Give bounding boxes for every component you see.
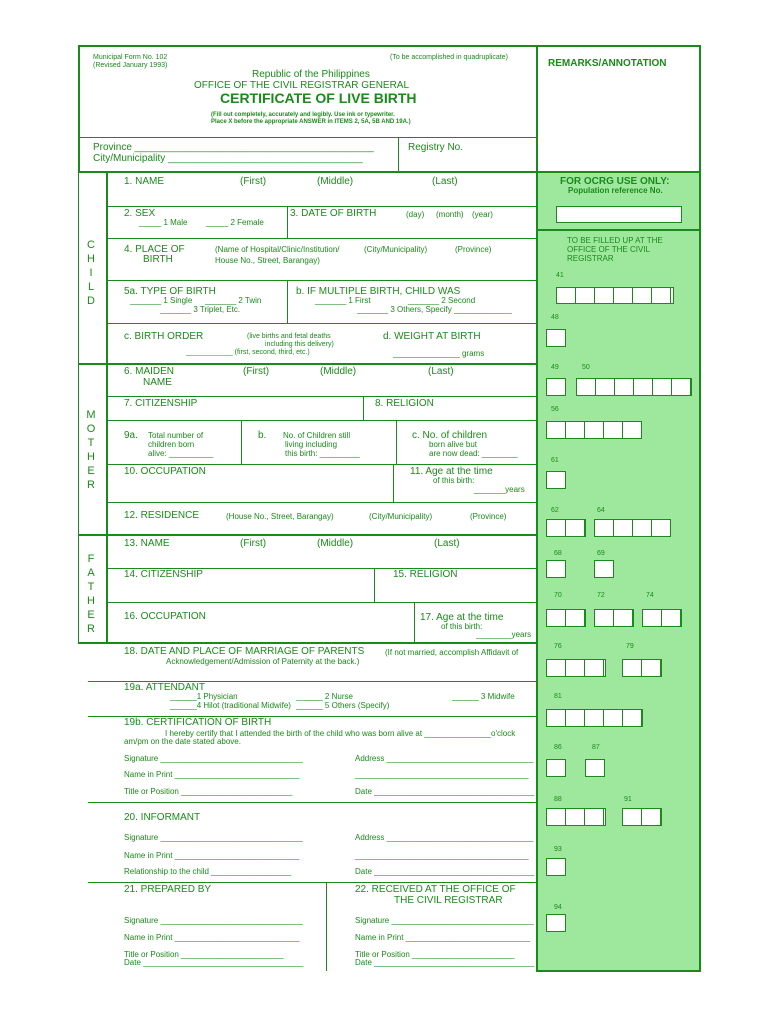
code-61: 61 — [551, 457, 559, 464]
residence-house-hint[interactable]: (House No., Street, Barangay) — [226, 512, 334, 521]
code-70: 70 — [554, 592, 562, 599]
code-box-81[interactable] — [546, 709, 643, 727]
revised-date: (Revised January 1993) — [93, 62, 168, 69]
code-box-86[interactable] — [546, 759, 566, 777]
code-86: 86 — [554, 744, 562, 751]
informant-signature-field[interactable]: Signature ________________________________ — [124, 833, 303, 842]
mother-age-field[interactable]: _______years — [474, 485, 525, 494]
fill-note2: OFFICE OF THE CIVIL — [567, 245, 650, 254]
received-date-field[interactable]: Date ____________________________________ — [355, 958, 535, 967]
place-house-hint[interactable]: House No., Street, Barangay) — [215, 256, 320, 265]
weight-field[interactable]: _______________ grams — [393, 349, 485, 358]
cert-signature-field[interactable]: Signature ________________________________ — [124, 754, 303, 763]
code-box-72[interactable] — [594, 609, 634, 627]
received-label1: 22. RECEIVED AT THE OFFICE OF — [355, 884, 516, 895]
code-box-48[interactable] — [546, 329, 566, 347]
frame-right — [699, 45, 701, 972]
frame-left-top — [78, 45, 80, 173]
frame-bottom — [536, 970, 701, 972]
total-children-field[interactable]: alive: __________ — [148, 449, 214, 458]
code-56: 56 — [551, 406, 559, 413]
code-81: 81 — [554, 693, 562, 700]
cert-name-field[interactable]: Name in Print ____________________________ — [124, 770, 300, 779]
dob-month[interactable]: (month) — [436, 210, 464, 219]
fill-note3: REGISTRAR — [567, 254, 614, 263]
code-box-64[interactable] — [594, 519, 671, 537]
type-twin-option[interactable]: _______ 2 Twin — [205, 296, 262, 305]
father-religion-label: 15. RELIGION — [393, 569, 458, 580]
marriage-note2: Acknowledgement/Admission of Paternity at the back.) — [166, 657, 360, 666]
attendant-others-option[interactable]: ______ 5 Others (Specify) — [296, 701, 390, 710]
registry-number-field[interactable]: Registry No. — [408, 142, 464, 153]
republic-label: Republic of the Philippines — [252, 69, 370, 80]
birth-order-note2: including this delivery) — [265, 341, 334, 348]
prepared-name-field[interactable]: Name in Print ____________________________ — [124, 933, 300, 942]
multiple-birth-label: b. IF MULTIPLE BIRTH, CHILD WAS — [296, 286, 461, 297]
attendant-nurse-option[interactable]: ______ 2 Nurse — [296, 692, 353, 701]
mother-last-label: (Last) — [428, 366, 454, 377]
quadruplicate-note: (To be accomplished in quadruplicate) — [390, 54, 508, 61]
remarks-heading: REMARKS/ANNOTATION — [548, 58, 667, 69]
birth-order-note1: (live births and fetal deaths — [247, 333, 331, 340]
code-50: 50 — [582, 364, 590, 371]
code-41: 41 — [556, 272, 564, 279]
code-72: 72 — [597, 592, 605, 599]
code-box-74[interactable] — [642, 609, 682, 627]
code-box-87[interactable] — [585, 759, 605, 777]
type-triplet-option[interactable]: _______ 3 Triplet, Etc. — [160, 305, 241, 314]
mother-age-label2: of this birth: — [433, 476, 475, 485]
page-title: CERTIFICATE OF LIVE BIRTH — [220, 90, 417, 106]
child-name-label: 1. NAME — [124, 176, 165, 187]
attendant-label: 19a. ATTENDANT — [124, 682, 205, 693]
mother-name-label: NAME — [143, 377, 172, 388]
father-age-label2: of this birth: — [441, 622, 483, 631]
code-box-76[interactable] — [546, 659, 606, 677]
multi-second-option[interactable]: _______ 2 Second — [408, 296, 476, 305]
population-ref-label: Population reference No. — [568, 186, 663, 195]
place-hospital-hint[interactable]: (Name of Hospital/Clinic/Institution/ — [215, 245, 340, 254]
children-dead-field[interactable]: are now dead: ________ — [429, 449, 518, 458]
instructions-line2: Place X before the appropriate ANSWER in ITEMS 2, 5A, 5B AND 19A.) — [211, 119, 411, 125]
side-label-father: F A T H E R — [87, 553, 95, 635]
population-ref-box[interactable] — [556, 206, 682, 223]
code-box-62[interactable] — [546, 519, 586, 537]
mother-maiden-label: 6. MAIDEN — [124, 366, 175, 377]
mother-citizenship-label: 7. CITIZENSHIP — [124, 398, 198, 409]
multi-others-option[interactable]: _______ 3 Others, Specify _____________ — [357, 305, 512, 314]
place-city-hint[interactable]: (City/Municipality) — [364, 245, 428, 254]
code-box-68[interactable] — [546, 560, 566, 578]
side-label-mother: M O T H E R — [86, 409, 96, 491]
informant-address-line2[interactable]: _______________________________________ — [355, 851, 529, 860]
frame-top — [78, 45, 701, 47]
fill-note1: TO BE FILLED UP AT THE — [567, 236, 663, 245]
child-sex-label: 2. SEX — [124, 208, 156, 219]
code-64: 64 — [597, 507, 605, 514]
city-field[interactable]: City/Municipality ___________________________________ — [93, 153, 363, 164]
father-name-label: 13. NAME — [124, 538, 170, 549]
code-68: 68 — [554, 550, 562, 557]
instructions-line1: (Fill out completely, accurately and legibly. Use ink or typewriter. — [211, 112, 395, 118]
certification-label: 19b. CERTIFICATION OF BIRTH — [124, 717, 272, 728]
attendant-midwife-option[interactable]: ______ 3 Midwife — [452, 692, 515, 701]
father-middle-label: (Middle) — [317, 538, 354, 549]
dob-year[interactable]: (year) — [472, 210, 493, 219]
code-box-41[interactable] — [556, 287, 674, 304]
office-label: OFFICE OF THE CIVIL REGISTRAR GENERAL — [194, 80, 410, 91]
prepared-title-field[interactable]: Title or Position _______________________ — [124, 950, 284, 959]
father-occupation-label: 16. OCCUPATION — [124, 611, 206, 622]
cert-address-line2[interactable]: _______________________________________ — [355, 770, 529, 779]
place-province-hint[interactable]: (Province) — [455, 245, 492, 254]
ocrg-heading: FOR OCRG USE ONLY: — [560, 176, 670, 187]
sex-female-option[interactable]: _____ 2 Female — [206, 218, 264, 227]
code-box-94[interactable] — [546, 914, 566, 932]
weight-label: d. WEIGHT AT BIRTH — [383, 331, 481, 342]
code-box-49[interactable] — [546, 378, 566, 396]
code-69: 69 — [597, 550, 605, 557]
code-box-56[interactable] — [546, 421, 642, 439]
marriage-note1: (If not married, accomplish Affidavit of — [385, 648, 519, 657]
children-living-field[interactable]: this birth: _________ — [285, 449, 360, 458]
cert-address-field[interactable]: Address _________________________________ — [355, 754, 534, 763]
type-single-option[interactable]: _______ 1 Single — [130, 296, 193, 305]
child-place-label: 4. PLACE OF — [124, 244, 185, 255]
informant-date-field[interactable]: Date ____________________________________ — [355, 867, 535, 876]
mother-middle-label: (Middle) — [320, 366, 357, 377]
code-76: 76 — [554, 643, 562, 650]
mother-age-label: 11. Age at the time — [410, 466, 493, 477]
code-box-50[interactable] — [576, 378, 692, 396]
cert-title-field[interactable]: Title or Position _________________________ — [124, 787, 293, 796]
child-last-label: (Last) — [432, 176, 458, 187]
residence-province-hint[interactable]: (Province) — [470, 512, 507, 521]
code-48: 48 — [551, 314, 559, 321]
code-91: 91 — [624, 796, 632, 803]
child-birth-label: BIRTH — [143, 254, 173, 265]
children-dead-label1: born alive but — [429, 440, 478, 449]
cert-date-field[interactable]: Date ____________________________________ — [355, 787, 535, 796]
father-first-label: (First) — [240, 538, 267, 549]
code-box-93[interactable] — [546, 858, 566, 876]
code-box-69[interactable] — [594, 560, 614, 578]
type-of-birth-label: 5a. TYPE OF BIRTH — [124, 286, 216, 297]
certification-text1: I hereby certify that I attended the birth of the child who was born alive at _______________o'clock — [165, 729, 516, 738]
prepared-date-field[interactable]: Date ____________________________________ — [124, 958, 304, 967]
code-88: 88 — [554, 796, 562, 803]
code-74: 74 — [646, 592, 654, 599]
code-87: 87 — [592, 744, 600, 751]
code-box-61[interactable] — [546, 471, 566, 489]
children-living-label1: No. of Children still — [283, 431, 351, 440]
code-box-79[interactable] — [622, 659, 662, 677]
attendant-physician-option[interactable]: ______1 Physician — [170, 692, 238, 701]
code-93: 93 — [554, 846, 562, 853]
received-name-field[interactable]: Name in Print ____________________________ — [355, 933, 531, 942]
received-title-field[interactable]: Title or Position _______________________ — [355, 950, 515, 959]
marriage-label: 18. DATE AND PLACE OF MARRIAGE OF PARENTS — [124, 646, 365, 657]
children-living-label2: living including — [285, 440, 338, 449]
code-49: 49 — [551, 364, 559, 371]
mother-residence-label: 12. RESIDENCE — [124, 510, 200, 521]
child-middle-label: (Middle) — [317, 176, 354, 187]
birth-order-label: c. BIRTH ORDER — [124, 331, 204, 342]
mother-occupation-label: 10. OCCUPATION — [124, 466, 206, 477]
mother-religion-label: 8. RELIGION — [375, 398, 434, 409]
code-box-91[interactable] — [622, 808, 662, 826]
side-label-child: C H I L D — [87, 239, 95, 307]
item-9a-label: 9a. — [124, 430, 138, 441]
father-last-label: (Last) — [434, 538, 460, 549]
multi-first-option[interactable]: _______ 1 First — [315, 296, 371, 305]
child-dob-label: 3. DATE OF BIRTH — [290, 208, 377, 219]
prepared-by-label: 21. PREPARED BY — [124, 884, 212, 895]
father-age-field[interactable]: ________years — [476, 630, 532, 639]
code-94: 94 — [554, 904, 562, 911]
total-children-label2: children born — [148, 440, 195, 449]
item-9c-label: c. No. of children — [412, 430, 488, 441]
informant-address-field[interactable]: Address _________________________________ — [355, 833, 534, 842]
father-citizenship-label: 14. CITIZENSHIP — [124, 569, 203, 580]
prepared-signature-field[interactable]: Signature ________________________________ — [124, 916, 303, 925]
certification-text2: am/pm on the date stated above. — [124, 737, 241, 746]
code-box-88[interactable] — [546, 808, 606, 826]
code-62: 62 — [551, 507, 559, 514]
form-number: Municipal Form No. 102 — [93, 54, 168, 61]
informant-relationship-field[interactable]: Relationship to the child __________________ — [124, 867, 292, 876]
received-label2: THE CIVIL REGISTRAR — [394, 895, 503, 906]
attendant-hilot-option[interactable]: ______4 Hilot (traditional Midwife) — [170, 701, 291, 710]
sex-male-option[interactable]: _____ 1 Male — [139, 218, 188, 227]
received-signature-field[interactable]: Signature ________________________________ — [355, 916, 534, 925]
informant-name-field[interactable]: Name in Print ____________________________ — [124, 851, 300, 860]
dob-day[interactable]: (day) — [406, 210, 425, 219]
total-children-label1: Total number of — [148, 431, 204, 440]
birth-order-field[interactable]: ____________ (first, second, third, etc.) — [186, 349, 310, 356]
informant-label: 20. INFORMANT — [124, 812, 201, 823]
code-box-70[interactable] — [546, 609, 586, 627]
child-first-label: (First) — [240, 176, 267, 187]
item-9b-label: b. — [258, 430, 267, 441]
father-age-label: 17. Age at the time — [420, 612, 504, 623]
residence-city-hint[interactable]: (City/Municipality) — [369, 512, 433, 521]
province-field[interactable]: Province ___________________________________________ — [93, 142, 374, 153]
code-79: 79 — [626, 643, 634, 650]
mother-first-label: (First) — [243, 366, 270, 377]
